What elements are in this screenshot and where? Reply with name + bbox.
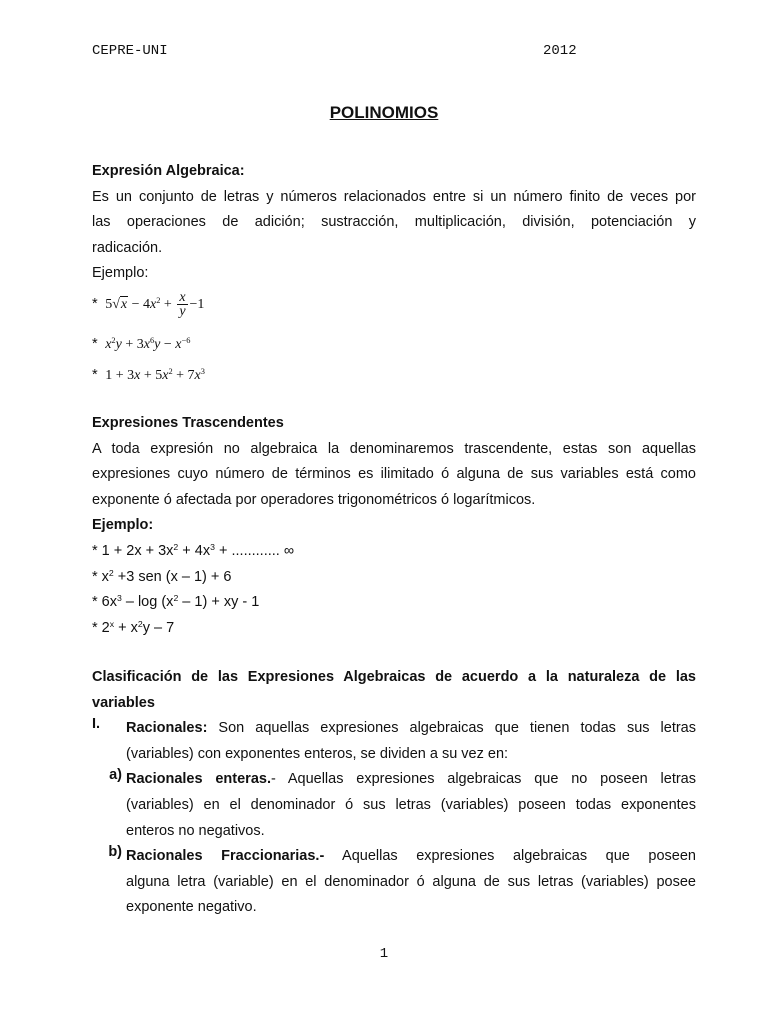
algebraic-example-2 [92, 332, 190, 357]
section1-heading: Expresión Algebraica: [92, 163, 245, 179]
section1-line-3: radicación. [92, 239, 163, 256]
list-item-fraccionarias [92, 844, 696, 921]
list-line: (variables) en el denominador ó sus letras (variables) poseen todas exponentes [126, 796, 696, 813]
list-line: Racionales enteras.- Aquellas expresiones algebraicas que no poseen letras [126, 771, 696, 788]
section1-line-1: Es un conjunto de letras y números relacionados entre si un número finito de veces por [92, 188, 696, 205]
formula: $1 + 3x + 5x^2 + 7x^3$ [105, 366, 205, 383]
transcendent-example-1: * $1 + 2x + 3x^2 + 4x^3$ + ............ ∞ [92, 541, 295, 559]
section1-line-2: las operaciones de adición; sustracción, multiplicación, división, potenciación y [92, 214, 696, 231]
bullet: * [92, 367, 98, 383]
list-item-enteras [92, 767, 696, 844]
algebraic-example-3 [92, 363, 205, 388]
formula: $5√x - 4x^2$ + $\frac{x}{y}$ −1 [105, 290, 205, 320]
bullet: * [92, 296, 98, 312]
list-label: a) [109, 767, 122, 784]
list-line: Racionales Fraccionarias.- Aquellas expresiones algebraicas que poseen [126, 848, 696, 865]
header-right: 2012 [543, 43, 577, 59]
transcendent-example-4: * $2^x + x^2y - 7$ [92, 618, 175, 636]
list-item-racionales [92, 716, 696, 767]
section2-heading: Expresiones Trascendentes [92, 415, 284, 431]
section2-example-label: Ejemplo: [92, 517, 154, 534]
page-title: POLINOMIOS [329, 103, 439, 122]
formula: $x^2y + 3x^6y - x^{-6}$ [101, 335, 191, 352]
list-label: b) [108, 844, 122, 861]
list-line: enteros no negativos. [126, 822, 265, 839]
transcendent-example-3: * $6x^3$ – $\log (x^2 - 1)$ + xy - 1 [92, 592, 260, 611]
section3 [92, 665, 696, 921]
transcendent-example-2: * $x^2 +3$ sen (x – 1) + 6 [92, 567, 232, 585]
list-line: Racionales: Son aquellas expresiones algebraicas que tienen todas sus letras [126, 720, 696, 737]
section2-line-1: A toda expresión no algebraica la denominaremos trascendente, estas son aquellas [92, 440, 696, 457]
document-body [92, 159, 696, 916]
section3-heading-line-1: Clasificación de las Expresiones Algebraicas de acuerdo a la naturaleza de las [92, 669, 696, 685]
list-label: I. [92, 716, 101, 733]
list-line: (variables) con exponentes enteros, se dividen a su vez en: [126, 745, 509, 762]
section2-line-2: expresiones cuyo número de términos es ilimitado ó alguna de sus variables está como [92, 466, 696, 483]
header-left: CEPRE-UNI [92, 43, 168, 59]
list-line: alguna letra (variable) en el denominador ó alguna de sus letras (variables) posee [126, 873, 696, 890]
page-number: 1 [379, 946, 389, 962]
list-line: exponente negativo. [126, 899, 257, 916]
section1-example-label: Ejemplo: [92, 265, 149, 282]
section2 [92, 411, 696, 641]
bullet: * [92, 336, 98, 352]
section2-line-3: exponente ó afectada por operadores trigonométricos ó logarítmicos. [92, 491, 536, 508]
algebraic-example-1 [92, 286, 204, 322]
section3-heading-line-2: variables [92, 694, 155, 711]
